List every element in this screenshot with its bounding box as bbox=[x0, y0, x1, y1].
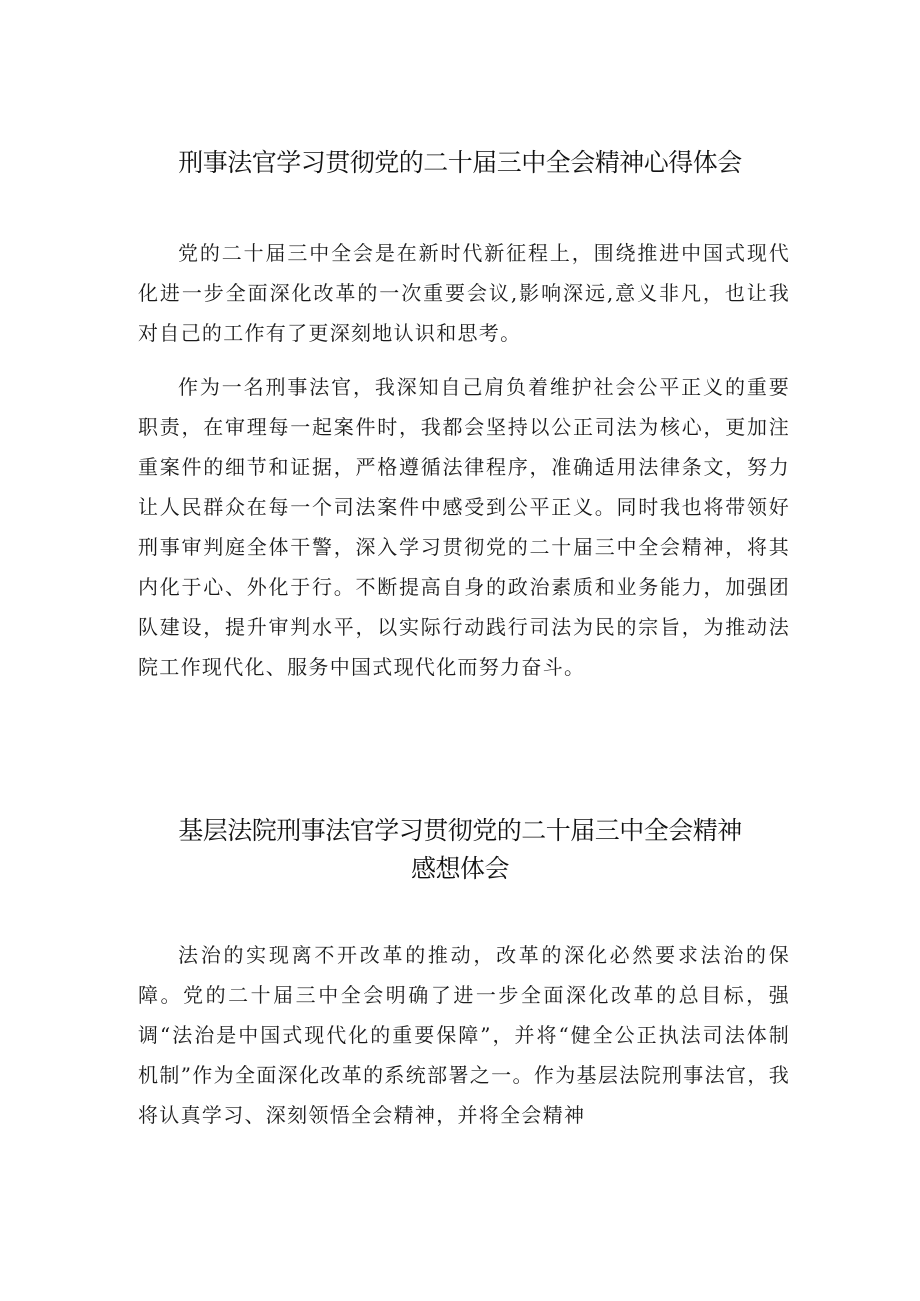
article-title-2-line-2: 感想体会 bbox=[410, 854, 509, 883]
article-title-1: 刑事法官学习贯彻党的二十届三中全会精神心得体会 bbox=[178, 148, 742, 177]
article-title-2-line-1: 基层法院刑事法官学习贯彻党的二十届三中全会精神 bbox=[178, 816, 742, 845]
article-1-paragraph-1: 党的二十届三中全会是在新时代新征程上，围绕推进中国式现代化进一步全面深化改革的一次重要会议,影响深远,意义非凡，也让我对自己的工作有了更深刻地认识和思考。 bbox=[138, 241, 790, 345]
article-1-paragraph-2: 作为一名刑事法官，我深知自己肩负着维护社会公平正义的重要职责，在审理每一起案件时，我都会坚持以公正司法为核心，更加注重案件的细节和证据，严格遵循法律程序，准确适用法律条文，努力让人民群众在每一个司法案件中感受到公平正义。同时我也将带领好刑事审判庭全体干警，深入学习贯彻党的二十届三中全会精神，将其内化于心、外化于行。不断提高自身的政治素质和业务能力，加强团队建设，提升审判水平，以实际行动践行司法为民的宗旨，为推动法院工作现代化、服务中国式现代化而努力奋斗。 bbox=[138, 375, 790, 679]
article-2-paragraph-1: 法治的实现离不开改革的推动，改革的深化必然要求法治的保障。党的二十届三中全会明确了进一步全面深化改革的总目标，强调“法治是中国式现代化的重要保障”，并将“健全公正执法司法体制机制”作为全面深化改革的系统部署之一。作为基层法院刑事法官，我将认真学习、深刻领悟全会精神，并将全会精神 bbox=[138, 943, 790, 1127]
